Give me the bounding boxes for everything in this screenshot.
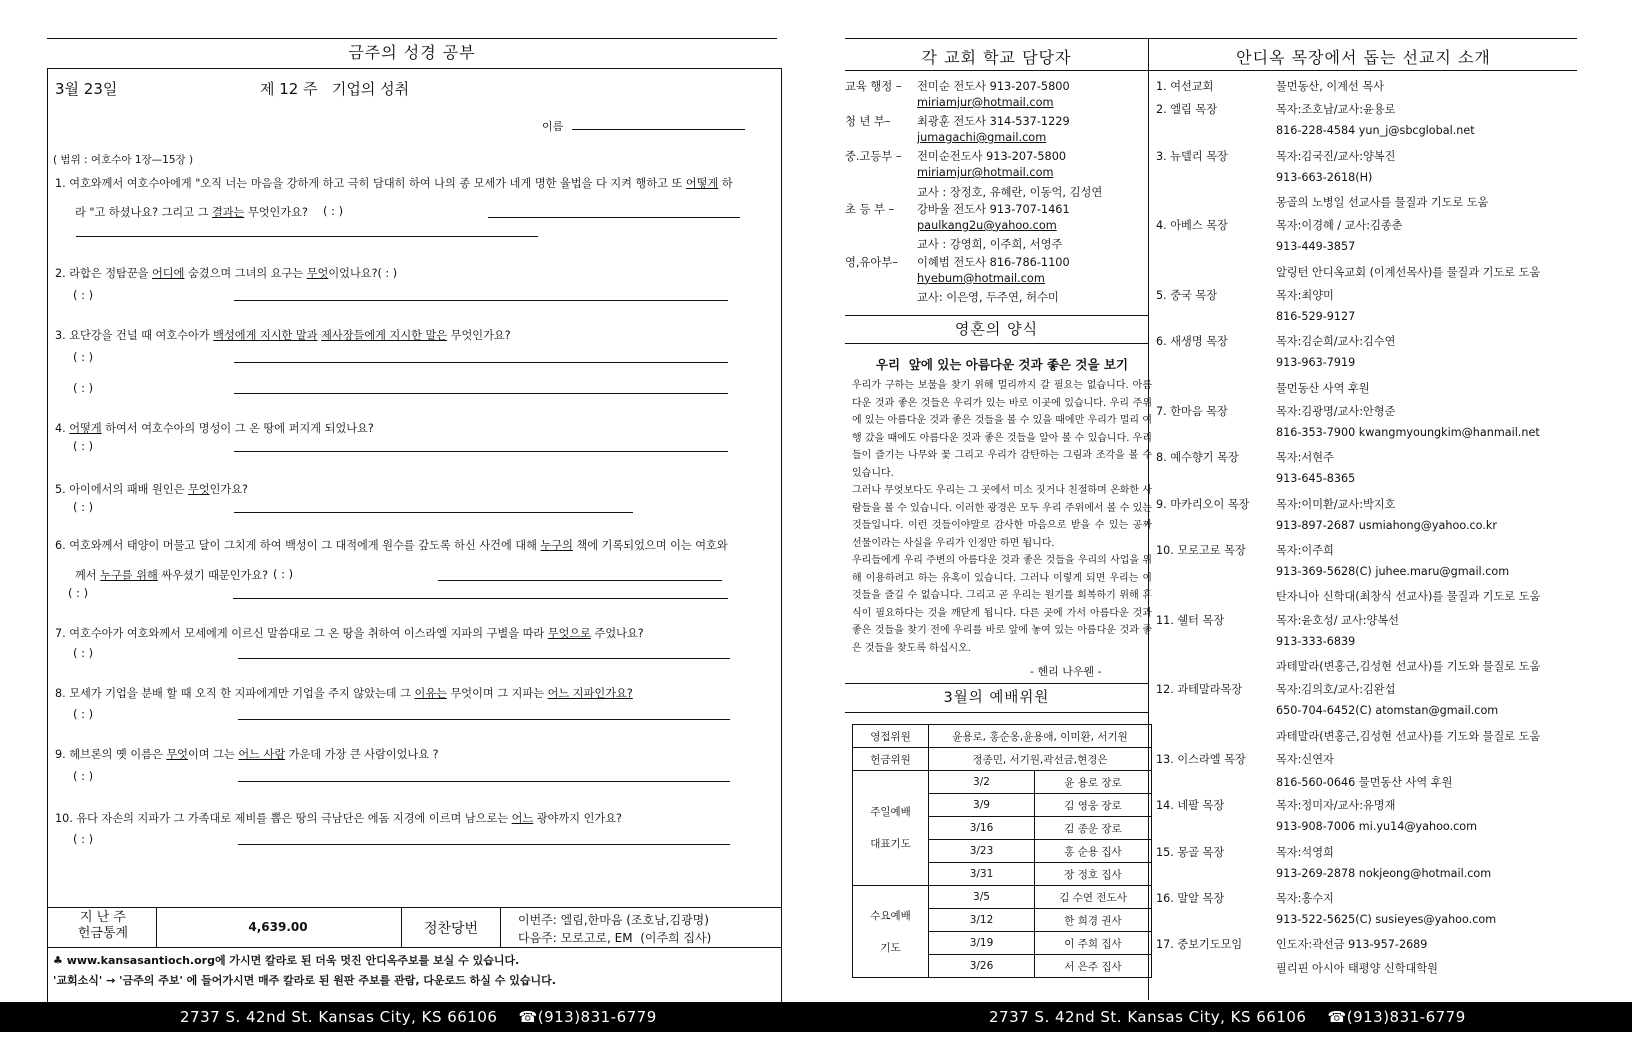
mission-group: 12. 과테말라목장	[1156, 683, 1243, 697]
duty-date: 3/5	[929, 886, 1035, 909]
name-label: 이름	[542, 120, 564, 133]
list-item	[1156, 333, 1395, 349]
staff-email[interactable]: jumagachi@gmail.com	[917, 130, 1047, 144]
answer-line[interactable]	[238, 658, 730, 659]
duty-person: 한 희경 권사	[1035, 909, 1152, 932]
list-item	[1156, 542, 1334, 558]
bible-study-box	[47, 68, 782, 1006]
answer-line[interactable]	[233, 598, 728, 599]
mission-detail: 탄자니아 신학대(최창식 선교사)를 물질과 기도로 도움	[1276, 590, 1541, 604]
question-number: 2.	[55, 267, 70, 280]
mission-group: 14. 네팔 목장	[1156, 799, 1225, 813]
duty-group-label	[853, 886, 929, 978]
staff-role: 교육 행정 –	[845, 80, 902, 93]
list-item	[1156, 681, 1395, 697]
mission-detail: 816-228-4584 yun_j@sbcglobal.net	[1276, 124, 1475, 138]
staff-contact: 전미순 전도사 913-207-5800	[917, 80, 1070, 93]
list-item	[1156, 472, 1355, 485]
question-text: 백성에게 지시한 말과	[213, 329, 318, 342]
question-text: 가운데 가장 큰 사람이었나요 ?	[285, 748, 439, 761]
soul-title: 영혼의 양식	[954, 320, 1039, 338]
mission-detail: 목자:이미환/교사:박지호	[1276, 497, 1396, 511]
offering-amount: 4,639.00	[248, 920, 308, 934]
question-text: 하여서 여호수아의 명성이 그 온 땅에 퍼지게 되었나요?	[101, 422, 374, 435]
notice-line-1: ♣ www.kansasantioch.org에 가시면 칼라로 된 더욱 멋진 안디옥주보를 보실 수 있습니다.	[53, 954, 520, 967]
staff-row	[845, 201, 1070, 217]
praise-next-week: 다음주: 모로고로, EM (이주희 집사)	[518, 931, 712, 945]
question-2	[55, 265, 397, 281]
staff-role: 중.고등부 –	[845, 150, 902, 164]
bible-study-title: 금주의 성경 공부	[348, 43, 476, 62]
question-number: 5.	[55, 483, 70, 496]
greeter-names: 윤용로, 홍순옹,윤용애, 이미환, 서기원	[929, 725, 1152, 748]
answer-line[interactable]	[238, 844, 730, 845]
question-10	[55, 810, 622, 826]
list-item	[1156, 612, 1399, 628]
mission-detail: 목자:이주희	[1276, 544, 1334, 557]
list-item	[1156, 797, 1395, 813]
question-text: 어느 지파인가요?	[547, 687, 633, 700]
answer-blank[interactable]: ( : )	[323, 204, 344, 218]
question-text: 헤브론의 옛 이름은	[69, 748, 167, 761]
list-item	[1156, 565, 1509, 578]
duty-person: 윤 용로 장로	[1035, 771, 1152, 794]
question-text: 누구를 위해	[100, 569, 158, 582]
list-item	[1156, 960, 1438, 976]
mission-group: 15. 몽골 목장	[1156, 845, 1225, 859]
answer-blank[interactable]: ( : )	[73, 646, 94, 660]
question-text: 어디에	[152, 267, 185, 280]
duty-group-label-line: 수요예배	[870, 909, 911, 922]
list-item	[1156, 704, 1498, 717]
mission-detail: 목자:신연자	[1276, 752, 1334, 766]
mission-group: 1. 여선교회	[1156, 80, 1214, 93]
question-9	[55, 746, 439, 762]
list-item	[1156, 519, 1497, 532]
mission-detail: 알링턴 안디옥교회 (이계선목사)를 물질과 기도로 도움	[1276, 265, 1541, 279]
question-text: 유다 자손의 지파가 그 가족대로 제비를 뽑은 땅의 극남단은 에돔 지경에 이르며 남으로는	[76, 812, 512, 825]
list-item	[1156, 380, 1370, 396]
left-top-rule	[47, 38, 777, 39]
question-1-continued	[75, 204, 308, 220]
mission-title: 안디옥 목장에서 돕는 선교지 소개	[1236, 48, 1491, 67]
duty-date: 3/16	[929, 817, 1035, 840]
mission-group: 6. 새생명 목장	[1156, 335, 1228, 349]
duty-person: 김 종운 장로	[1035, 817, 1152, 840]
mission-detail: 913-522-5625(C) susieyes@yahoo.com	[1276, 913, 1497, 927]
mission-detail: 913-963-7919	[1276, 356, 1356, 370]
right-top-rule	[845, 38, 1577, 39]
mission-detail: 913-897-2687 usmiahong@yahoo.co.kr	[1276, 518, 1497, 532]
question-text: 여호와께서 태양이 머물고 달이 그치게 하여 백성이 그 대적에게 원수를 갚도록 하신 사건에 대해	[69, 539, 541, 552]
duty-date: 3/9	[929, 794, 1035, 817]
mission-group: 10. 모로고로 목장	[1156, 544, 1246, 557]
mission-detail: 과테말라(변홍근,김성현 선교사)를 기도와 물질로 도움	[1276, 729, 1541, 743]
offering-top-rule	[48, 907, 781, 908]
staff-email[interactable]: hyebum@hotmail.com	[917, 271, 1045, 285]
question-text: 라합은 정탐꾼을	[69, 267, 152, 280]
praise-label: 정찬당번	[423, 921, 479, 937]
question-text: 여호와께서 여호수아에게 "오직 너는 마음을 강하게 하고 극히 담대히 하여 나의 종 모세가 네게 명한 율법을 다 지켜 행하고 또	[69, 177, 686, 190]
essay-author: - 헨리 나우웬 -	[1030, 665, 1102, 678]
list-item	[1156, 751, 1334, 767]
question-5	[55, 481, 248, 497]
right-footer-bar	[812, 1002, 1632, 1032]
worship-duty-table	[852, 724, 1152, 978]
staff-role: 청 년 부–	[845, 115, 891, 129]
offering-committee-label: 헌금위원	[853, 748, 929, 771]
question-number: 9.	[55, 748, 70, 761]
notice-line-2: '교회소식' → '금주의 주보' 에 들어가시면 매주 칼라로 된 원판 주보를 관람, 다운로드 하실 수 있습니다.	[53, 974, 556, 987]
staff-contact: 이혜범 전도사 816-786-1100	[917, 256, 1070, 269]
mission-detail: 물먼동산 사역 후원	[1276, 381, 1370, 395]
staff-row	[845, 166, 1054, 179]
offering-committee-names: 정종민, 서기원,곽선금,현경은	[929, 748, 1152, 771]
question-text: 주었나요?	[591, 627, 644, 640]
staff-row	[845, 78, 1070, 94]
answer-line[interactable]	[234, 393, 728, 394]
staff-contact: 교사 : 장정호, 유혜란, 이동억, 김성연	[917, 185, 1103, 199]
mission-detail: 목자:윤호성/ 교사:양복선	[1276, 613, 1399, 627]
answer-blank[interactable]: ( : )	[73, 707, 94, 721]
answer-blank[interactable]: ( : )	[68, 586, 89, 600]
question-text: 아이에서의 패배 원인은	[69, 483, 188, 496]
duty-person: 김 수연 전도사	[1035, 886, 1152, 909]
mission-group: 11. 쉘터 목장	[1156, 613, 1225, 627]
staff-row	[845, 289, 1059, 305]
mission-detail: 913-645-8365	[1276, 472, 1356, 486]
mission-group: 13. 이스라엘 목장	[1156, 752, 1246, 766]
staff-email[interactable]: miriamjur@hotmail.com	[917, 95, 1054, 109]
duty-group-label-line: 대표기도	[870, 838, 911, 850]
staff-title: 각 교회 학교 담당자	[921, 48, 1072, 67]
mission-detail: 과테말라(변홍근,김성현 선교사)를 기도와 물질로 도움	[1276, 660, 1541, 673]
duty-date: 3/31	[929, 863, 1035, 886]
list-item	[1156, 936, 1427, 952]
scope-text: ( 범위 : 여호수아 1장—15장 )	[53, 154, 194, 166]
mission-detail: 913-369-5628(C) juhee.maru@gmail.com	[1276, 565, 1510, 579]
answer-blank[interactable]: ( : )	[73, 500, 94, 514]
mission-group: 7. 한마음 목장	[1156, 404, 1228, 418]
worship-title: 3월의 예배위원	[943, 690, 1050, 706]
mission-detail: 몽골의 노병일 선교사를 물질과 기도로 도움	[1276, 196, 1489, 209]
answer-line[interactable]	[238, 781, 730, 782]
answer-blank[interactable]: ( : )	[73, 832, 94, 846]
list-item	[1156, 264, 1540, 280]
question-text: 인가요?	[209, 483, 248, 496]
question-text: 어떻게	[69, 422, 102, 435]
mission-detail: 목자:김의호/교사:김완섭	[1276, 683, 1396, 697]
answer-blank[interactable]: ( : )	[273, 567, 294, 581]
question-text: 모세가 기업을 분배 할 때 오직 한 지파에게만 기업을 주지 않았는데 그	[69, 687, 415, 700]
list-item	[1156, 171, 1372, 184]
list-item	[1156, 78, 1384, 94]
question-6	[55, 537, 728, 553]
staff-contact: 강바울 전도사 913-707-1461	[917, 203, 1070, 217]
question-7	[55, 625, 644, 641]
staff-role: 초 등 부 –	[845, 203, 895, 217]
mission-detail: 816-560-0646 물먼동산 사역 후원	[1276, 776, 1453, 789]
question-4	[55, 420, 374, 436]
list-item	[1156, 403, 1395, 419]
question-text: 무엇이며 그 지파는	[446, 687, 548, 700]
mission-detail: 목자:이경혜 / 교사:김종춘	[1276, 219, 1403, 233]
mission-detail: 물먼동산, 이계선 목사	[1276, 80, 1384, 93]
question-text: 어느	[511, 812, 534, 825]
answer-line[interactable]	[234, 512, 633, 513]
mission-group: 3. 뉴델리 목장	[1156, 149, 1228, 163]
mission-detail: 목자:최양미	[1276, 288, 1334, 302]
staff-row	[845, 272, 1045, 285]
mission-detail: 913-908-7006 mi.yu14@yahoo.com	[1276, 820, 1478, 834]
staff-row	[845, 184, 1102, 200]
list-item	[1156, 194, 1488, 210]
list-item	[1156, 217, 1403, 233]
mission-detail: 목자:정미자/교사:유명재	[1276, 799, 1396, 813]
staff-row	[845, 219, 1057, 232]
mission-detail: 목자:홍수지	[1276, 892, 1334, 905]
mission-detail: 816-529-9127	[1276, 310, 1356, 323]
staff-row	[845, 113, 1070, 129]
question-number: 8.	[55, 687, 70, 700]
question-text: 제사장들에게 지시한 말은	[321, 329, 448, 342]
mission-group: 5. 중국 목장	[1156, 288, 1218, 302]
list-item	[1156, 635, 1355, 648]
mission-detail: 인도자:곽선금 913-957-2689	[1276, 938, 1428, 952]
mission-detail: 650-704-6452(C) atomstan@gmail.com	[1276, 704, 1499, 718]
answer-blank: : )	[381, 267, 398, 280]
duty-date: 3/23	[929, 840, 1035, 863]
left-footer-bar	[0, 1002, 812, 1032]
duty-date: 3/12	[929, 909, 1035, 932]
question-text: 무엇	[306, 267, 329, 280]
staff-row	[845, 236, 1062, 252]
lesson-title: 제 12 주 기업의 성취	[260, 80, 410, 98]
essay-body: 우리가 구하는 보물을 찾기 위해 멀리까지 갈 필요는 없습니다. 아름다운 것과 좋은 것들은 우리가 있는 바로 이곳에 있습니다. 우리 주위에 있는 아름다운 것과 좋은 것들을 볼 수 있을 때에만 우리가 멀리 여행 갔을 때에도 아름다운 것과 좋은 것들을 알아 볼 수 있습니다. 우리들이 즐기는 나무와 꽃 그리고 우리가 감탄하는 그림과 조각을 볼 수 있습니다. 그러나 무엇보다도 우리는 그 곳에서 미소 짓거나 친절하며 온화한 사람들을 볼 수 있습니다. 이러한 광경은 모두 우리 주위에서 볼 수 있는 것들입니다. 이런 것들이야말로 감사한 마음으로 받을 수 있는 공짜 선물이라는 사실을 우리가 인정만 하면 됩니다. 우리들에게 우리 주변의 아름다운 것과 좋은 것들을 우리의 사업을 위해 이용하려고 하는 유혹이 있습니다. 그러나 이렇게 되면 우리는 이것들을 즐길 수 없습니다. 그리고 곧 우리는 원기를 회복하기 위해 휴식이 필요하다는 것을 깨닫게 됩니다. 다른 곳에 가서 아름다운 것과 좋은 것들을 찾기 전에 우리를 바로 앞에 놓여 있는 아름다운 것과 좋은 것들을 찾도록 하십시오.	[852, 380, 1152, 654]
answer-blank[interactable]: ( : )	[73, 288, 94, 302]
mission-detail: 목자:서현주	[1276, 451, 1334, 465]
answer-line[interactable]	[238, 719, 730, 720]
question-text: 이었나요?(	[328, 267, 382, 280]
staff-row	[845, 148, 1066, 164]
list-item	[1156, 774, 1452, 790]
list-item	[1156, 426, 1540, 439]
list-item	[1156, 449, 1334, 465]
staff-email[interactable]: paulkang2u@yahoo.com	[917, 218, 1057, 232]
question-text: 숨겼으며 그녀의 요구는	[184, 267, 307, 280]
mission-detail: 913-269-2878 nokjeong@hotmail.com	[1276, 866, 1492, 880]
staff-row	[845, 254, 1070, 270]
answer-line[interactable]	[438, 580, 722, 581]
list-item	[1156, 124, 1475, 137]
question-text: 어느 사람	[238, 748, 286, 761]
question-text: 께서	[75, 569, 101, 582]
staff-email[interactable]: miriamjur@hotmail.com	[917, 166, 1054, 179]
right-header-rule	[845, 70, 1577, 71]
mission-group: 2. 엘림 목장	[1156, 103, 1218, 117]
duty-person: 이 주희 집사	[1035, 932, 1152, 955]
staff-row	[845, 96, 1054, 109]
question-text: 무엇으로	[547, 627, 591, 640]
question-number: 1.	[55, 177, 70, 190]
staff-contact: 최광훈 전도사 314-537-1229	[917, 115, 1070, 129]
duty-person: 김 영웅 장로	[1035, 794, 1152, 817]
list-item	[1156, 240, 1355, 253]
offering-bottom-rule	[48, 947, 781, 948]
question-text: 하	[718, 177, 733, 190]
question-text: 무엇	[187, 483, 210, 496]
list-item	[1156, 356, 1355, 369]
staff-contact: 전미순전도사 913-207-5800	[917, 150, 1067, 164]
list-item	[1156, 867, 1491, 880]
question-text: 무엇인가요?	[244, 206, 308, 219]
duty-person: 홍 순용 집사	[1035, 840, 1152, 863]
question-text: 누구의	[540, 539, 573, 552]
mission-detail: 목자:김광명/교사:안형준	[1276, 404, 1396, 418]
mission-detail: 목자:김순희/교사:김수연	[1276, 335, 1396, 349]
table-row	[853, 725, 1152, 748]
question-text: 싸우셨기 때문인가요?	[157, 569, 269, 582]
question-number: 7.	[55, 627, 70, 640]
mission-detail: 913-449-3857	[1276, 240, 1356, 254]
question-number: 3.	[55, 329, 70, 342]
question-6-continued	[75, 567, 268, 583]
duty-date: 3/26	[929, 955, 1035, 978]
mission-group: 4. 아베스 목장	[1156, 219, 1228, 233]
question-text: 책에 기록되었으며 이는 여호와	[572, 539, 728, 552]
list-item	[1156, 728, 1540, 744]
mission-detail: 필리핀 아시아 태평양 신학대학원	[1276, 961, 1438, 975]
list-item	[1156, 496, 1395, 512]
answer-line[interactable]	[76, 236, 538, 237]
answer-blank[interactable]: ( : )	[73, 439, 94, 453]
list-item	[1156, 658, 1540, 674]
mission-detail: 913-333-6839	[1276, 634, 1356, 648]
praise-this-week: 이번주: 엘림,한마음 (조호남,김광명)	[518, 913, 709, 927]
duty-group-label-line: 주일예배	[870, 806, 911, 818]
duty-person: 서 은주 집사	[1035, 955, 1152, 978]
question-8	[55, 685, 633, 701]
right-footer-address: 2737 S. 42nd St. Kansas City, KS 66106 ☎(913)831-6779	[989, 1008, 1466, 1026]
duty-group-label-line: 기도	[880, 941, 901, 954]
staff-role: 영,유아부–	[845, 256, 898, 269]
table-row	[853, 771, 1152, 794]
list-item	[1156, 588, 1540, 604]
mission-group: 16. 말알 목장	[1156, 892, 1225, 905]
list-item	[1156, 844, 1334, 860]
question-text: 이유는	[414, 687, 447, 700]
duty-date: 3/19	[929, 932, 1035, 955]
question-1	[55, 175, 733, 191]
question-text: 요단강을 건널 때 여호수아가	[69, 329, 214, 342]
staff-contact: 교사: 이은영, 두주연, 허수미	[917, 291, 1059, 305]
question-text: 어떻게	[685, 177, 719, 190]
offering-label: 지 난 주 헌금통계	[77, 910, 129, 941]
question-text: 이며 그는	[188, 748, 239, 761]
essay-title: 우리 앞에 있는 아름다운 것과 좋은 것을 보기	[875, 357, 1129, 372]
duty-group-label	[853, 771, 929, 886]
staff-row	[845, 131, 1046, 144]
question-number: 4.	[55, 422, 70, 435]
list-item	[1156, 287, 1334, 303]
mission-detail: 목자:석영희	[1276, 845, 1334, 859]
answer-line[interactable]	[488, 217, 740, 218]
question-text: 라 "고 하셨나요? 그리고 그	[75, 206, 212, 219]
list-item	[1156, 148, 1395, 164]
table-row	[853, 748, 1152, 771]
duty-date: 3/2	[929, 771, 1035, 794]
greeter-label: 영접위원	[853, 725, 929, 748]
list-item	[1156, 890, 1334, 906]
question-3	[55, 327, 511, 343]
answer-line[interactable]	[234, 300, 728, 301]
question-text: 여호수아가 여호와께서 모세에게 이르신 말씀대로 그 온 땅을 취하여 이스라엘 지파의 구별을 따라	[69, 627, 548, 640]
left-footer-address: 2737 S. 42nd St. Kansas City, KS 66106 ☎(913)831-6779	[180, 1008, 657, 1026]
list-item	[1156, 913, 1496, 926]
duty-person: 장 정호 집사	[1035, 863, 1152, 886]
staff-contact: 교사 : 강영희, 이주희, 서영주	[917, 238, 1063, 252]
question-text: 결과는	[211, 206, 245, 219]
table-row	[853, 886, 1152, 909]
lesson-date: 3월 23일	[55, 80, 118, 98]
list-item	[1156, 820, 1477, 833]
answer-blank[interactable]: ( : )	[73, 381, 94, 395]
mission-detail: 816-353-7900 kwangmyoungkim@hanmail.net	[1276, 426, 1540, 439]
question-text: 무엇인가요?	[447, 329, 511, 342]
question-text: 광야까지 인가요?	[533, 812, 622, 825]
mission-group: 17. 중보기도모임	[1156, 938, 1243, 952]
answer-blank[interactable]: ( : )	[73, 350, 94, 364]
mission-group: 9. 마카리오이 목장	[1156, 497, 1250, 511]
question-number: 10.	[55, 812, 77, 825]
list-item	[1156, 101, 1395, 117]
mission-detail: 목자:김국진/교사:양복진	[1276, 149, 1396, 163]
name-field[interactable]	[572, 129, 745, 130]
answer-line[interactable]	[234, 451, 728, 452]
mission-detail: 목자:조호남/교사:윤용로	[1276, 103, 1396, 117]
answer-line[interactable]	[234, 362, 728, 363]
list-item	[1156, 310, 1355, 323]
answer-blank[interactable]: ( : )	[73, 769, 94, 783]
question-text: 무엇	[166, 748, 188, 761]
question-number: 6.	[55, 539, 70, 552]
mission-detail: 913-663-2618(H)	[1276, 170, 1373, 184]
mission-group: 8. 예수향기 목장	[1156, 451, 1239, 465]
